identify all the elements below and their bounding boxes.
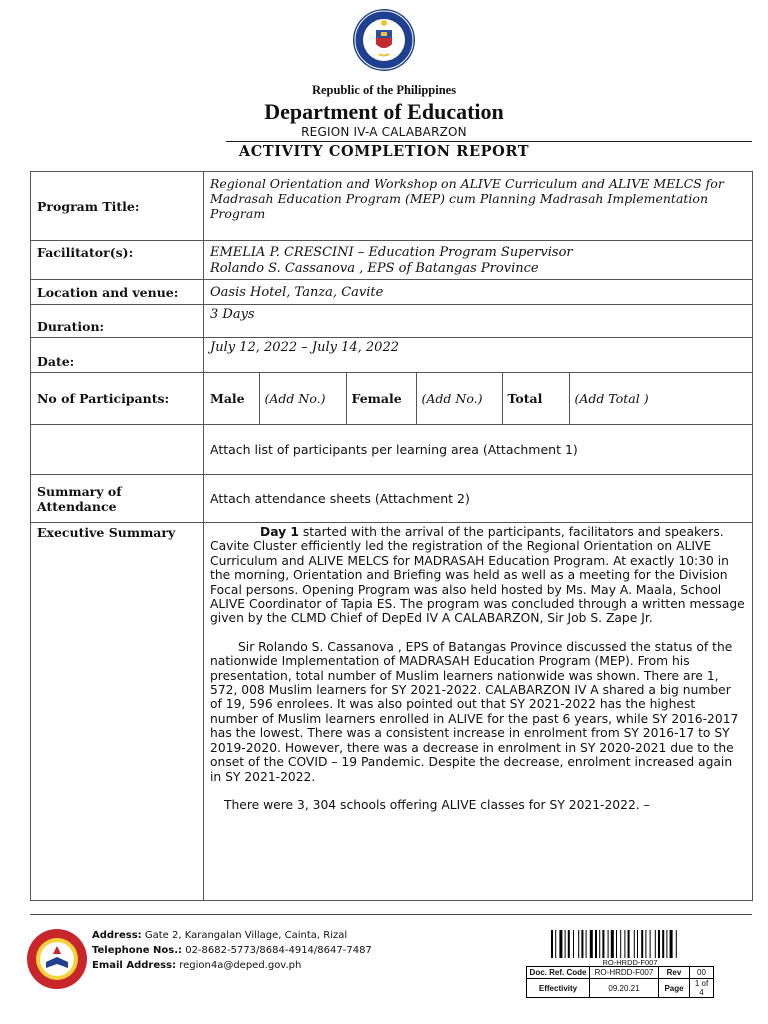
program-title-value: Regional Orientation and Workshop on ALIVE Curriculum and ALIVE MELCS for Madrasah Education Program (MEP) cum Planning Madrasah Implementation Program <box>204 172 753 241</box>
day-1-text: started with the arrival of the participants, facilitators and speakers. Cavite Cluster efficiently led the registration of the Regional Orientation on ALIVE Curriculum and ALIVE MELCS for MADRASAH Education Program. At exactly 10:30 in the morning, Orientation and Briefing was held as well as a meeting for the Division Focal persons. Opening Program was also held hosted by Ms. May A. Maala, School ALIVE Coordinator of Tapia ES. The program was concluded through a written message given by the CLMD Chief of DepEd IV A CALABARZON, Sir Job S. Zape Jr. <box>210 525 745 626</box>
date-value: July 12, 2022 – July 14, 2022 <box>204 338 753 373</box>
completion-report-table <box>30 171 753 901</box>
barcode-bar <box>655 930 656 958</box>
effectivity-label: Effectivity <box>527 979 590 998</box>
program-title-row <box>31 172 753 241</box>
footer-divider <box>30 914 752 915</box>
location-row <box>31 280 753 305</box>
duration-value: 3 Days <box>204 305 753 338</box>
barcode-bar <box>559 930 562 958</box>
barcode-bar <box>624 930 625 958</box>
total-count: (Add Total ) <box>569 373 752 424</box>
barcode-bar <box>676 930 677 958</box>
barcode-bar <box>645 930 646 958</box>
attachment-2-text: Attach attendance sheets (Attachment 2) <box>204 475 753 523</box>
barcode-bar <box>590 930 593 958</box>
barcode-bar <box>634 930 635 958</box>
barcode-bar <box>578 930 579 958</box>
attachment-1-text: Attach list of participants per learning area (Attachment 1) <box>204 425 753 475</box>
male-count: (Add No.) <box>259 373 346 424</box>
summary-attendance-label: Summary of Attendance <box>31 475 204 523</box>
address-label: Address: <box>92 930 142 941</box>
barcode-bar <box>670 930 673 958</box>
footer-contact-block <box>92 928 372 973</box>
barcode-image <box>549 930 711 958</box>
header-divider <box>226 141 752 142</box>
executive-summary-paragraph-1 <box>210 525 746 626</box>
facilitators-row <box>31 241 753 280</box>
barcode-bar <box>628 930 630 958</box>
doc-ref-value: RO-HRDD-F007 <box>590 967 659 979</box>
deped-region-footer-logo <box>26 928 88 990</box>
document-reference-table <box>526 966 714 998</box>
facilitator-2: Rolando S. Cassanova , EPS of Batangas Province <box>210 261 539 276</box>
telephone-label: Telephone Nos.: <box>92 945 183 956</box>
barcode-bar <box>637 930 638 958</box>
effectivity-value: 09.20.21 <box>590 979 659 998</box>
deped-seal-logo <box>352 8 416 72</box>
barcode-bar <box>573 930 574 958</box>
telephone-value: 02-8682-5773/8684-4914/8647-7487 <box>185 945 372 956</box>
address-value: Gate 2, Karangalan Village, Cainta, Rizal <box>144 930 348 941</box>
barcode-bar <box>611 930 614 958</box>
rev-label: Rev <box>659 967 690 979</box>
email-label: Email Address: <box>92 960 177 971</box>
barcode-bar <box>641 930 643 958</box>
barcode-bar <box>608 930 609 958</box>
barcode-bar <box>595 930 597 958</box>
republic-heading: Republic of the Philippines <box>311 83 457 97</box>
female-label: Female <box>346 373 416 424</box>
barcode-bar <box>599 930 600 958</box>
barcode-bar <box>555 930 556 958</box>
location-label: Location and venue: <box>31 280 204 305</box>
executive-summary-row <box>31 523 753 901</box>
summary-attendance-row <box>31 475 753 523</box>
barcode-bar <box>662 930 664 958</box>
barcode-bar <box>616 930 617 958</box>
participants-label: No of Participants: <box>31 373 204 425</box>
barcode-bar <box>658 930 660 958</box>
barcode-bar <box>666 930 667 958</box>
female-count: (Add No.) <box>416 373 502 424</box>
barcode-bar <box>568 930 570 958</box>
barcode-bar <box>620 930 621 958</box>
region-subtitle: REGION IV-A CALABARZON <box>301 125 467 139</box>
attachment-1-row <box>31 425 753 475</box>
doc-ref-label: Doc. Ref. Code <box>527 967 590 979</box>
rev-value: 00 <box>690 967 714 979</box>
page-value: 1 of 4 <box>690 979 714 998</box>
executive-summary-paragraph-3: There were 3, 304 schools offering ALIVE classes for SY 2021-2022. – <box>224 797 650 812</box>
duration-label: Duration: <box>31 305 204 338</box>
executive-summary-label: Executive Summary <box>31 523 204 901</box>
barcode-bar <box>650 930 651 958</box>
location-value: Oasis Hotel, Tanza, Cavite <box>204 280 753 305</box>
page-label: Page <box>659 979 690 998</box>
day-1-heading: Day 1 <box>260 525 299 539</box>
barcode-caption: RO-HRDD-F007 <box>602 958 658 967</box>
report-title: ACTIVITY COMPLETION REPORT <box>238 143 530 160</box>
duration-row <box>31 305 753 338</box>
barcode-bar <box>586 930 587 958</box>
program-title-label: Program Title: <box>31 172 204 241</box>
blank-label-cell <box>31 425 204 475</box>
male-label: Male <box>210 391 245 406</box>
participants-row <box>31 373 753 425</box>
date-label: Date: <box>31 338 204 373</box>
facilitators-label: Facilitator(s): <box>31 241 204 280</box>
email-value: region4a@deped.gov.ph <box>179 960 302 971</box>
barcode-bar <box>551 930 553 958</box>
department-title: Department of Education <box>264 99 504 124</box>
barcode-bar <box>565 930 566 958</box>
executive-summary-paragraph-2: Sir Rolando S. Cassanova , EPS of Batangas Province discussed the status of the nationwide Implementation of MADRASAH Education Program (MEP). From his presentation, total number of Muslim learners nationwide was shown. There are 1, 572, 008 Muslim learners for SY 2021-2022. CALABARZON IV A shared a big number of 19, 596 enrolees. It was also pointed out that SY 2021-2022 has the highest number of Muslim learners enrolled in ALIVE for the past 6 years, while SY 2016-2017 has the lowest. There was a consistent increase in enrolment from SY 2016-17 to SY 2019-2020. However, there was a decrease in enrolment in SY 2020-2021 due to the onset of the COVID – 19 Pandemic. Despite the decrease, enrolment increased again in SY 2021-2022. <box>210 639 739 784</box>
facilitator-1: EMELIA P. CRESCINI – Education Program Supervisor <box>210 245 573 260</box>
total-label: Total <box>502 373 569 424</box>
barcode-bar <box>602 930 604 958</box>
barcode-bar <box>581 930 583 958</box>
date-row <box>31 338 753 373</box>
